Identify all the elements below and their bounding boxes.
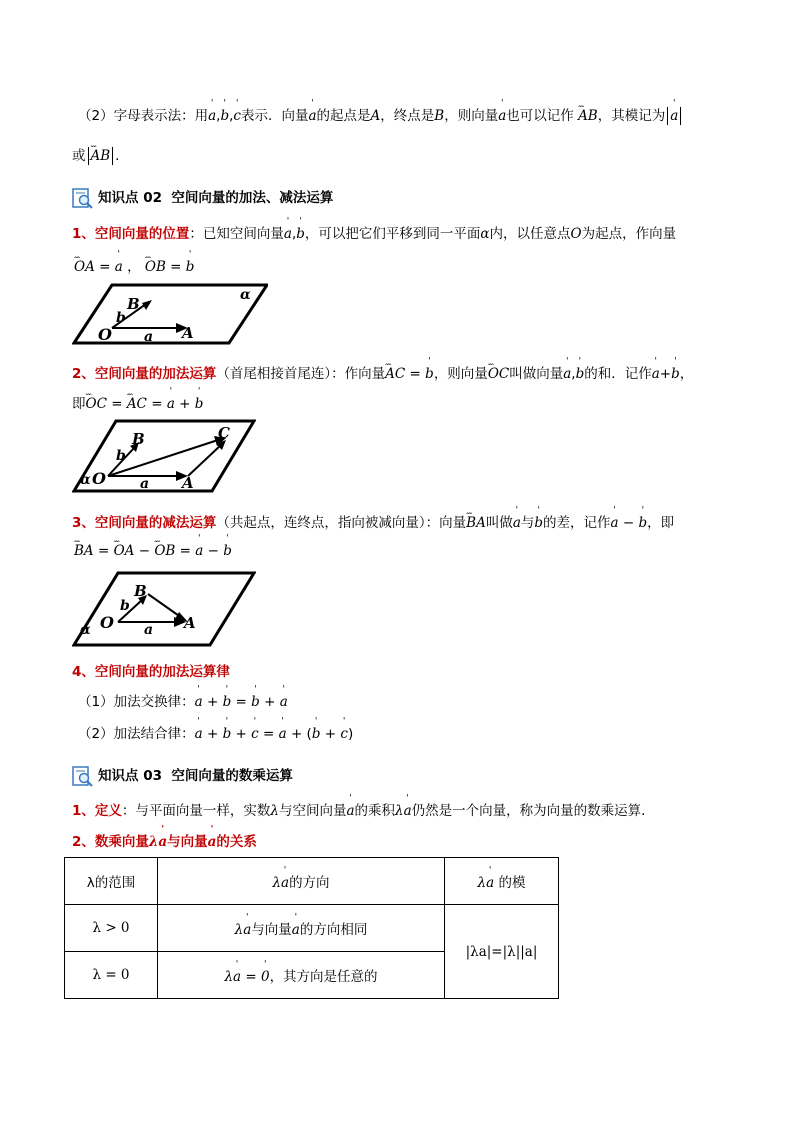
label-a: a [144, 622, 154, 638]
addition-equation: 即‸‸‸ OC = ‸‸‸ AC = ' a + ' b [72, 392, 203, 412]
scalar-multiplication-definition: 1、定义：与平面向量一样，实数λ与空间向量' a的乘积λ' a仍然是一个向量，称为向量的数乘运算． [72, 799, 655, 819]
figure-vector-addition [72, 418, 256, 494]
cell-modulus: |λa|=|λ||a| [445, 905, 559, 999]
modulus-line: 或‸‸‸ AB . [72, 144, 119, 165]
label-C: C [218, 424, 230, 442]
associative-law: （2）加法结合律：' a + ' b + ' c = ' a + (' b + ' c) [78, 722, 353, 742]
label-A: A [184, 614, 196, 632]
cell-lambda-zero: λ = 0 [65, 952, 158, 999]
vector-position-paragraph: 1、空间向量的位置：已知空间向量' a,' b，可以把它们平移到同一平面α内，以任意点O为起点，作向量 [72, 222, 676, 242]
magnifier-book-icon [72, 765, 94, 787]
figure-vector-position [72, 282, 268, 346]
table-row [65, 905, 559, 952]
header-range: λ的范围 [65, 858, 158, 905]
figure-vector-subtraction [72, 570, 256, 648]
label-O: O [98, 325, 112, 344]
vector-addition-paragraph: 2、空间向量的加法运算（首尾相接首尾连）：作向量‸‸‸ AC = ' b，则向量‸‸‸ OC叫做向量' a,' b的和．记作' a+' b， [72, 362, 693, 382]
label-b: b [116, 448, 126, 464]
magnifier-book-icon [72, 187, 94, 209]
label-alpha: α [80, 622, 91, 638]
letter-notation-line: （2）字母表示法：用' a,' b,' c表示．向量' a的起点是A，终点是B，则向量' a也可以记作 ‸‸‸ AB，其模记为' a [78, 104, 683, 125]
label-b: b [116, 310, 126, 326]
header-direction: λ' a的方向 [158, 858, 445, 905]
subtraction-equation: ‸‸‸ BA = ‸‸‸ OA − ‸‸‸ OB = ' a − ' b [74, 543, 232, 559]
position-equation: ‸‸‸ OA = ' a ， ‸‸‸ OB = ' b [74, 255, 194, 275]
cell-direction-any: λ' a = ' 0，其方向是任意的 [158, 952, 445, 999]
commutative-law: （1）加法交换律：' a + ' b = ' b + ' a [78, 690, 288, 710]
table-header-row [65, 858, 559, 905]
cell-lambda-positive: λ > 0 [65, 905, 158, 952]
addition-laws-heading: 4、空间向量的加法运算律 [72, 664, 230, 680]
label-B: B [132, 430, 145, 448]
label-O: O [92, 469, 106, 488]
label-b: b [120, 598, 130, 614]
label-O: O [100, 613, 114, 632]
scalar-relation-heading: 2、数乘向量λ' a与向量' a的关系 [72, 830, 257, 850]
label-a: a [140, 476, 150, 492]
section-heading-02: 知识点 02 空间向量的加法、减法运算 [72, 186, 333, 209]
vector-subtraction-paragraph: 3、空间向量的减法运算（共起点，连终点，指向被减向量）：向量‸‸‸ BA叫做' a与' b的差，记作' a − ' b，即 [72, 511, 674, 531]
scalar-multiplication-table [64, 857, 559, 999]
label-B: B [127, 295, 140, 313]
header-modulus: λ' a 的模 [445, 858, 559, 905]
label-B: B [134, 582, 147, 600]
label-A: A [182, 324, 194, 342]
label-A: A [182, 474, 194, 492]
section-heading-03: 知识点 03 空间向量的数乘运算 [72, 764, 293, 787]
cell-direction-same: λ' a与向量' a的方向相同 [158, 905, 445, 952]
label-a: a [144, 329, 154, 345]
label-alpha: α [80, 472, 91, 488]
label-alpha: α [240, 287, 251, 303]
